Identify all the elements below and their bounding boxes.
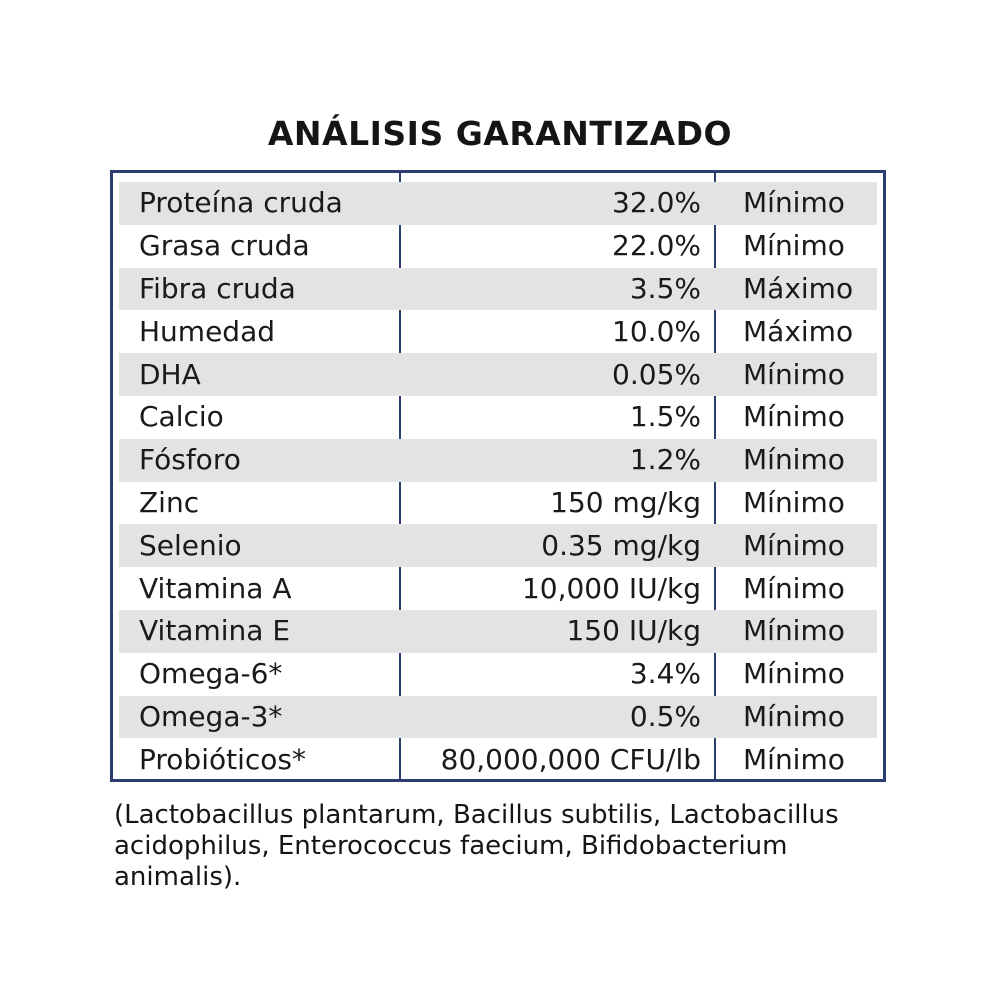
nutrient-value: 22.0% (612, 229, 701, 263)
nutrient-name: Grasa cruda (139, 229, 310, 263)
nutrient-name: Fibra cruda (139, 271, 296, 305)
table-body (113, 182, 883, 781)
nutrient-name: Proteína cruda (139, 186, 343, 220)
table-row (119, 310, 877, 353)
nutrient-value: 0.05% (612, 357, 701, 391)
table-row (119, 696, 877, 739)
table-row (119, 353, 877, 396)
nutrient-name: Humedad (139, 314, 276, 348)
table-row (119, 567, 877, 610)
table-row (119, 738, 877, 781)
nutrient-name: Probióticos* (139, 742, 306, 776)
nutrient-value: 3.4% (629, 657, 701, 691)
nutrient-limit-type: Mínimo (743, 614, 845, 648)
nutrient-limit-type: Mínimo (743, 742, 845, 776)
guaranteed-analysis-table (110, 170, 886, 782)
nutrient-name: Omega-3* (139, 699, 283, 733)
nutrient-limit-type: Mínimo (743, 699, 845, 733)
nutrient-name: Vitamina E (139, 614, 291, 648)
nutrient-value: 32.0% (612, 186, 701, 220)
nutrient-limit-type: Mínimo (743, 186, 845, 220)
table-row (119, 610, 877, 653)
table-row (119, 439, 877, 482)
nutrient-limit-type: Mínimo (743, 229, 845, 263)
table-row (119, 182, 877, 225)
table-row (119, 225, 877, 268)
nutrient-limit-type: Mínimo (743, 443, 845, 477)
nutrient-value: 1.2% (629, 443, 701, 477)
nutrient-limit-type: Máximo (743, 271, 854, 305)
nutrient-value: 10.0% (612, 314, 701, 348)
nutrient-name: Fósforo (139, 443, 241, 477)
nutrient-name: Selenio (139, 528, 242, 562)
nutrient-value: 80,000,000 CFU/lb (440, 742, 701, 776)
nutrient-value: 10,000 IU/kg (521, 571, 701, 605)
nutrient-limit-type: Mínimo (743, 357, 845, 391)
nutrient-name: DHA (139, 357, 201, 391)
nutrient-name: Vitamina A (139, 571, 292, 605)
nutrient-name: Calcio (139, 400, 224, 434)
nutrient-limit-type: Mínimo (743, 528, 845, 562)
table-row (119, 268, 877, 311)
nutrient-value: 3.5% (629, 271, 701, 305)
nutrient-name: Zinc (139, 485, 200, 519)
nutrient-value: 1.5% (629, 400, 701, 434)
table-row (119, 524, 877, 567)
table-row (119, 653, 877, 696)
table-row (119, 396, 877, 439)
nutrient-value: 150 mg/kg (550, 485, 701, 519)
nutrient-value: 0.35 mg/kg (541, 528, 701, 562)
nutrient-limit-type: Máximo (743, 314, 854, 348)
nutrient-limit-type: Mínimo (743, 400, 845, 434)
footnote: (Lactobacillus plantarum, Bacillus subtilis, Lactobacillus acidophilus, Enterococcus faecium, Bifidobacterium animalis). (114, 800, 839, 892)
nutrient-name: Omega-6* (139, 657, 283, 691)
nutrient-limit-type: Mínimo (743, 657, 845, 691)
nutrient-limit-type: Mínimo (743, 571, 845, 605)
nutrient-value: 150 IU/kg (566, 614, 701, 648)
table-row (119, 482, 877, 525)
page-title: ANÁLISIS GARANTIZADO (267, 114, 733, 153)
nutrient-value: 0.5% (629, 699, 701, 733)
nutrient-limit-type: Mínimo (743, 485, 845, 519)
